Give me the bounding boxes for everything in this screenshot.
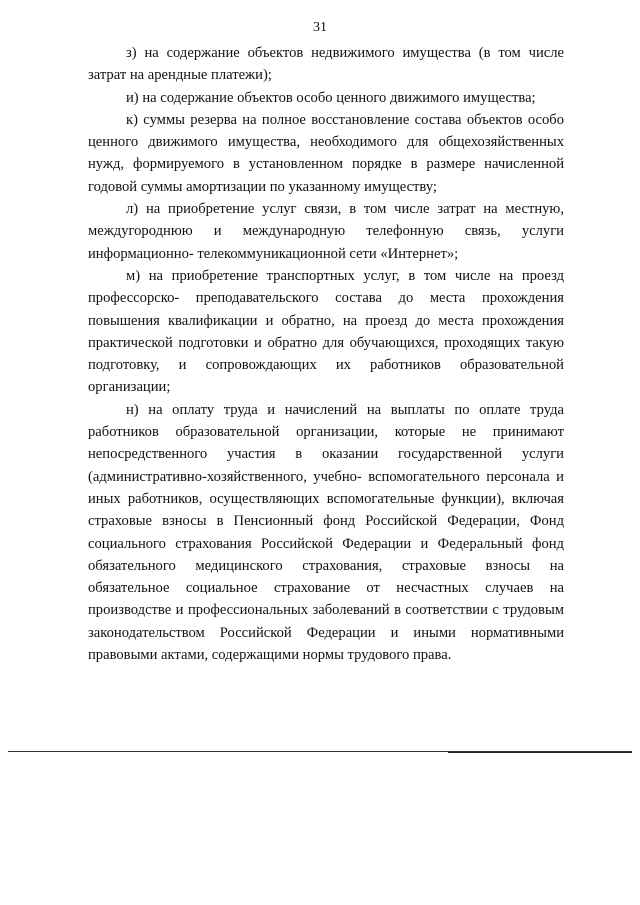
paragraph-i: и) на содержание объектов особо ценного движимого имущества; xyxy=(126,89,536,106)
paragraph-m: м) на приобретение транспортных услуг, в том числе на проезд профессорско- преподавательского состава до места прохождения повышения квалификации и обратно, на проезд до места прохождения практической подготовки и обратно для обучающихся, проходящих такую подготовку, и сопровождающих их работников образовательной организации; xyxy=(88,267,564,396)
paragraph-n: н) на оплату труда и начислений на выплаты по оплате труда работников образовательной организации, которые не принимают непосредственного участия в оказании государственной услуги (административно-хозяйственного, учебно- вспомогательного персонала и иных работников, осуществляющих вспомогательные функции), включая страховые взносы в Пенсионный фонд Российской Федерации, Фонд социального страхования Российской Федерации и Федеральный фонд обязательного медицинского страхования, страховые взносы на обязательное социальное страхование от несчастных случаев на производстве и профессиональных заболеваний в соответствии с трудовым законодательством Российской Федерации и иными нормативными правовыми актами, содержащими нормы трудового права. xyxy=(88,401,564,664)
page-divider-line-right xyxy=(448,752,632,753)
paragraph-l: л) на приобретение услуг связи, в том числе затрат на местную, междугороднюю и международную телефонную связь, услуги информационно- телекоммуникационной сети «Интернет»; xyxy=(88,201,564,262)
page-number: 31 xyxy=(313,20,327,35)
document-body xyxy=(88,42,564,666)
paragraph-z: з) на содержание объектов недвижимого имущества (в том числе затрат на арендные платежи); xyxy=(88,45,564,84)
paragraph-k: к) суммы резерва на полное восстановление состава объектов особо ценного движимого имущества, необходимого для общехозяйственных нужд, формируемого в установленном порядке в размере начисленной годовой суммы амортизации по указанному имуществу; xyxy=(88,111,564,195)
